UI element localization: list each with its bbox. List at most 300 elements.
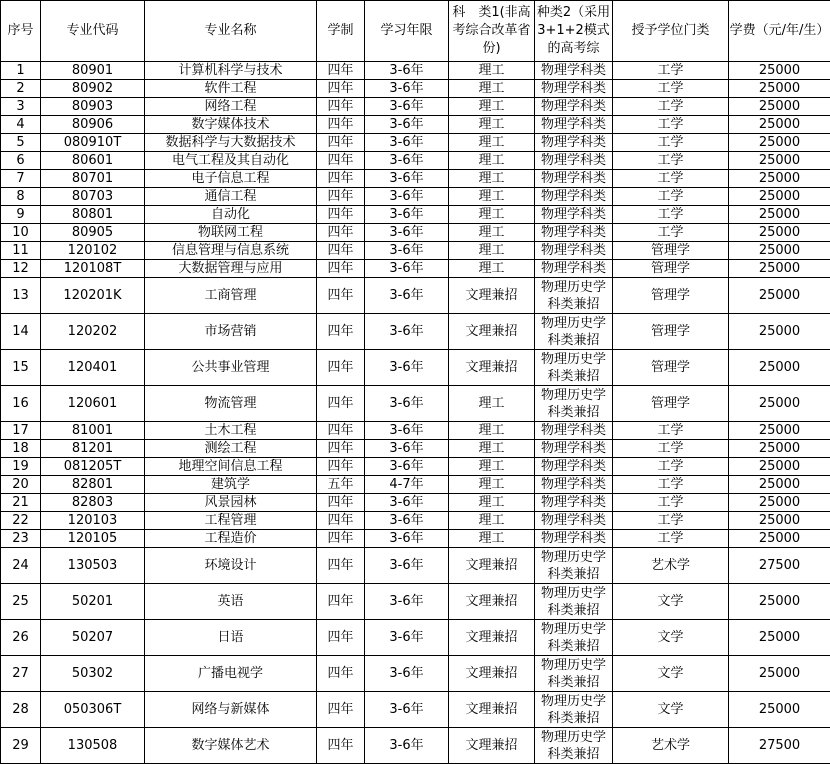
cell-duration: 四年 xyxy=(317,620,365,656)
cell-degree-type: 工学 xyxy=(613,440,729,458)
cell-duration: 四年 xyxy=(317,314,365,350)
cell-study-years: 3-6年 xyxy=(365,98,449,116)
cell-index: 3 xyxy=(1,98,41,116)
cell-category-2: 物理学科类 xyxy=(535,422,613,440)
cell-index: 20 xyxy=(1,476,41,494)
cell-degree-type: 工学 xyxy=(613,512,729,530)
cell-major-name: 风景园林 xyxy=(145,494,317,512)
cell-index: 25 xyxy=(1,584,41,620)
table-row xyxy=(1,98,830,116)
cell-major-name: 自动化 xyxy=(145,206,317,224)
cell-study-years: 3-6年 xyxy=(365,386,449,422)
cell-degree-type: 工学 xyxy=(613,476,729,494)
table-row xyxy=(1,512,830,530)
cell-degree-type: 文学 xyxy=(613,584,729,620)
cell-tuition: 25000 xyxy=(729,350,830,386)
cell-major-name: 工程管理 xyxy=(145,512,317,530)
cell-index: 19 xyxy=(1,458,41,476)
cell-index: 28 xyxy=(1,692,41,728)
cell-index: 9 xyxy=(1,206,41,224)
cell-duration: 四年 xyxy=(317,728,365,764)
cell-degree-type: 工学 xyxy=(613,134,729,152)
cell-category-1: 理工 xyxy=(449,80,535,98)
cell-major-name: 信息管理与信息系统 xyxy=(145,242,317,260)
cell-category-2: 物理学科类 xyxy=(535,476,613,494)
cell-category-2: 物理历史学科类兼招 xyxy=(535,350,613,386)
cell-duration: 四年 xyxy=(317,530,365,548)
cell-major-name: 软件工程 xyxy=(145,80,317,98)
cell-category-1: 文理兼招 xyxy=(449,350,535,386)
cell-degree-type: 文学 xyxy=(613,620,729,656)
cell-duration: 四年 xyxy=(317,62,365,80)
cell-major-name: 市场营销 xyxy=(145,314,317,350)
cell-duration: 四年 xyxy=(317,458,365,476)
cell-category-1: 文理兼招 xyxy=(449,728,535,764)
cell-degree-type: 管理学 xyxy=(613,278,729,314)
cell-category-1: 理工 xyxy=(449,62,535,80)
table-row xyxy=(1,692,830,728)
cell-major-code: 80601 xyxy=(41,152,145,170)
cell-major-code: 120105 xyxy=(41,530,145,548)
cell-tuition: 25000 xyxy=(729,476,830,494)
cell-major-code: 80801 xyxy=(41,206,145,224)
cell-major-name: 日语 xyxy=(145,620,317,656)
cell-category-1: 理工 xyxy=(449,440,535,458)
cell-major-code: 080910T xyxy=(41,134,145,152)
cell-study-years: 3-6年 xyxy=(365,170,449,188)
table-row xyxy=(1,152,830,170)
cell-index: 13 xyxy=(1,278,41,314)
cell-major-code: 130508 xyxy=(41,728,145,764)
cell-tuition: 25000 xyxy=(729,422,830,440)
cell-category-2: 物理学科类 xyxy=(535,80,613,98)
cell-study-years: 3-6年 xyxy=(365,206,449,224)
cell-duration: 四年 xyxy=(317,152,365,170)
cell-category-1: 理工 xyxy=(449,170,535,188)
header-category-2: 种类2（采用3+1+2模式的高考综 xyxy=(535,1,613,62)
cell-category-2: 物理学科类 xyxy=(535,440,613,458)
cell-tuition: 25000 xyxy=(729,620,830,656)
table-row xyxy=(1,548,830,584)
cell-tuition: 25000 xyxy=(729,170,830,188)
cell-major-code: 120401 xyxy=(41,350,145,386)
cell-major-name: 环境设计 xyxy=(145,548,317,584)
table-row xyxy=(1,728,830,764)
cell-category-2: 物理学科类 xyxy=(535,224,613,242)
cell-index: 14 xyxy=(1,314,41,350)
cell-study-years: 3-6年 xyxy=(365,584,449,620)
cell-category-2: 物理学科类 xyxy=(535,152,613,170)
cell-tuition: 25000 xyxy=(729,656,830,692)
header-degree-type: 授予学位门类 xyxy=(613,1,729,62)
cell-degree-type: 文学 xyxy=(613,692,729,728)
cell-duration: 四年 xyxy=(317,422,365,440)
cell-major-code: 81001 xyxy=(41,422,145,440)
cell-category-1: 理工 xyxy=(449,242,535,260)
cell-major-name: 测绘工程 xyxy=(145,440,317,458)
cell-category-2: 物理学科类 xyxy=(535,62,613,80)
cell-major-code: 80703 xyxy=(41,188,145,206)
cell-category-1: 理工 xyxy=(449,494,535,512)
cell-category-2: 物理学科类 xyxy=(535,530,613,548)
cell-index: 16 xyxy=(1,386,41,422)
cell-category-1: 文理兼招 xyxy=(449,692,535,728)
cell-category-1: 理工 xyxy=(449,188,535,206)
cell-degree-type: 工学 xyxy=(613,530,729,548)
cell-major-name: 工程造价 xyxy=(145,530,317,548)
cell-category-2: 物理历史学科类兼招 xyxy=(535,278,613,314)
cell-tuition: 25000 xyxy=(729,314,830,350)
header-major-name: 专业名称 xyxy=(145,1,317,62)
cell-major-name: 土木工程 xyxy=(145,422,317,440)
cell-major-code: 80902 xyxy=(41,80,145,98)
cell-degree-type: 工学 xyxy=(613,170,729,188)
table-row xyxy=(1,476,830,494)
table-row xyxy=(1,170,830,188)
cell-duration: 四年 xyxy=(317,278,365,314)
cell-category-1: 文理兼招 xyxy=(449,548,535,584)
cell-major-code: 081205T xyxy=(41,458,145,476)
header-duration: 学制 xyxy=(317,1,365,62)
cell-major-name: 物流管理 xyxy=(145,386,317,422)
header-tuition: 学费（元/年/生） xyxy=(729,1,830,62)
cell-degree-type: 工学 xyxy=(613,422,729,440)
cell-index: 24 xyxy=(1,548,41,584)
cell-category-1: 理工 xyxy=(449,152,535,170)
cell-study-years: 3-6年 xyxy=(365,134,449,152)
table-row xyxy=(1,494,830,512)
cell-index: 4 xyxy=(1,116,41,134)
cell-category-2: 物理历史学科类兼招 xyxy=(535,386,613,422)
cell-major-code: 120102 xyxy=(41,242,145,260)
cell-category-2: 物理学科类 xyxy=(535,494,613,512)
cell-study-years: 3-6年 xyxy=(365,530,449,548)
table-row xyxy=(1,224,830,242)
header-category-1: 科 类1(非高考综合改革省份) xyxy=(449,1,535,62)
cell-tuition: 25000 xyxy=(729,692,830,728)
cell-category-1: 文理兼招 xyxy=(449,584,535,620)
cell-study-years: 3-6年 xyxy=(365,188,449,206)
cell-duration: 四年 xyxy=(317,260,365,278)
cell-degree-type: 工学 xyxy=(613,224,729,242)
cell-index: 7 xyxy=(1,170,41,188)
cell-duration: 四年 xyxy=(317,512,365,530)
table-row xyxy=(1,620,830,656)
cell-tuition: 25000 xyxy=(729,494,830,512)
cell-major-code: 82803 xyxy=(41,494,145,512)
cell-category-2: 物理历史学科类兼招 xyxy=(535,584,613,620)
cell-degree-type: 艺术学 xyxy=(613,548,729,584)
cell-category-2: 物理历史学科类兼招 xyxy=(535,692,613,728)
cell-category-1: 理工 xyxy=(449,512,535,530)
cell-category-2: 物理历史学科类兼招 xyxy=(535,314,613,350)
cell-category-2: 物理学科类 xyxy=(535,458,613,476)
cell-tuition: 27500 xyxy=(729,728,830,764)
cell-tuition: 25000 xyxy=(729,98,830,116)
cell-major-name: 建筑学 xyxy=(145,476,317,494)
cell-tuition: 27500 xyxy=(729,548,830,584)
cell-major-name: 物联网工程 xyxy=(145,224,317,242)
cell-duration: 四年 xyxy=(317,242,365,260)
cell-major-name: 通信工程 xyxy=(145,188,317,206)
cell-category-2: 物理历史学科类兼招 xyxy=(535,620,613,656)
cell-major-code: 120103 xyxy=(41,512,145,530)
cell-index: 27 xyxy=(1,656,41,692)
cell-major-code: 130503 xyxy=(41,548,145,584)
cell-category-1: 文理兼招 xyxy=(449,278,535,314)
table-row xyxy=(1,116,830,134)
cell-major-code: 80906 xyxy=(41,116,145,134)
cell-index: 26 xyxy=(1,620,41,656)
cell-category-2: 物理学科类 xyxy=(535,116,613,134)
cell-index: 21 xyxy=(1,494,41,512)
cell-study-years: 3-6年 xyxy=(365,548,449,584)
cell-major-name: 广播电视学 xyxy=(145,656,317,692)
cell-study-years: 3-6年 xyxy=(365,422,449,440)
header-study-years: 学习年限 xyxy=(365,1,449,62)
cell-major-code: 80701 xyxy=(41,170,145,188)
cell-duration: 四年 xyxy=(317,80,365,98)
cell-category-1: 理工 xyxy=(449,224,535,242)
cell-duration: 四年 xyxy=(317,188,365,206)
cell-tuition: 25000 xyxy=(729,206,830,224)
cell-study-years: 3-6年 xyxy=(365,440,449,458)
cell-duration: 四年 xyxy=(317,206,365,224)
cell-major-code: 80903 xyxy=(41,98,145,116)
cell-category-1: 理工 xyxy=(449,206,535,224)
cell-degree-type: 工学 xyxy=(613,152,729,170)
cell-tuition: 25000 xyxy=(729,242,830,260)
cell-major-code: 120108T xyxy=(41,260,145,278)
table-row xyxy=(1,422,830,440)
cell-degree-type: 文学 xyxy=(613,656,729,692)
cell-major-code: 50302 xyxy=(41,656,145,692)
cell-major-code: 120202 xyxy=(41,314,145,350)
table-row xyxy=(1,458,830,476)
cell-major-name: 英语 xyxy=(145,584,317,620)
cell-duration: 四年 xyxy=(317,350,365,386)
cell-major-name: 网络工程 xyxy=(145,98,317,116)
cell-category-2: 物理学科类 xyxy=(535,188,613,206)
cell-index: 22 xyxy=(1,512,41,530)
cell-study-years: 3-6年 xyxy=(365,728,449,764)
cell-degree-type: 工学 xyxy=(613,98,729,116)
cell-major-name: 工商管理 xyxy=(145,278,317,314)
table-row xyxy=(1,440,830,458)
cell-degree-type: 工学 xyxy=(613,80,729,98)
cell-duration: 四年 xyxy=(317,494,365,512)
cell-index: 5 xyxy=(1,134,41,152)
cell-duration: 四年 xyxy=(317,656,365,692)
cell-major-name: 数字媒体艺术 xyxy=(145,728,317,764)
cell-tuition: 25000 xyxy=(729,278,830,314)
cell-degree-type: 工学 xyxy=(613,494,729,512)
cell-major-name: 公共事业管理 xyxy=(145,350,317,386)
table-row xyxy=(1,206,830,224)
cell-duration: 四年 xyxy=(317,116,365,134)
cell-category-1: 理工 xyxy=(449,98,535,116)
cell-category-1: 理工 xyxy=(449,422,535,440)
cell-study-years: 3-6年 xyxy=(365,224,449,242)
cell-tuition: 25000 xyxy=(729,62,830,80)
cell-duration: 四年 xyxy=(317,170,365,188)
cell-degree-type: 管理学 xyxy=(613,242,729,260)
cell-degree-type: 工学 xyxy=(613,188,729,206)
cell-major-name: 地理空间信息工程 xyxy=(145,458,317,476)
table-row xyxy=(1,188,830,206)
cell-index: 11 xyxy=(1,242,41,260)
cell-major-name: 计算机科学与技术 xyxy=(145,62,317,80)
cell-study-years: 3-6年 xyxy=(365,692,449,728)
cell-index: 23 xyxy=(1,530,41,548)
cell-tuition: 25000 xyxy=(729,134,830,152)
cell-major-code: 82801 xyxy=(41,476,145,494)
table-row xyxy=(1,80,830,98)
cell-category-2: 物理历史学科类兼招 xyxy=(535,728,613,764)
cell-major-code: 80905 xyxy=(41,224,145,242)
cell-study-years: 3-6年 xyxy=(365,494,449,512)
cell-duration: 四年 xyxy=(317,386,365,422)
table-row xyxy=(1,530,830,548)
cell-category-1: 理工 xyxy=(449,476,535,494)
cell-major-code: 50201 xyxy=(41,584,145,620)
cell-study-years: 3-6年 xyxy=(365,314,449,350)
cell-tuition: 25000 xyxy=(729,386,830,422)
cell-index: 6 xyxy=(1,152,41,170)
cell-degree-type: 管理学 xyxy=(613,314,729,350)
cell-tuition: 25000 xyxy=(729,458,830,476)
cell-index: 18 xyxy=(1,440,41,458)
cell-degree-type: 工学 xyxy=(613,62,729,80)
cell-tuition: 25000 xyxy=(729,224,830,242)
cell-degree-type: 工学 xyxy=(613,206,729,224)
cell-degree-type: 管理学 xyxy=(613,350,729,386)
cell-study-years: 3-6年 xyxy=(365,80,449,98)
cell-duration: 四年 xyxy=(317,548,365,584)
table-row xyxy=(1,134,830,152)
cell-category-2: 物理学科类 xyxy=(535,242,613,260)
cell-duration: 四年 xyxy=(317,134,365,152)
cell-category-1: 理工 xyxy=(449,134,535,152)
cell-index: 17 xyxy=(1,422,41,440)
cell-category-2: 物理学科类 xyxy=(535,512,613,530)
cell-tuition: 25000 xyxy=(729,260,830,278)
cell-major-code: 50207 xyxy=(41,620,145,656)
table-row xyxy=(1,62,830,80)
cell-study-years: 3-6年 xyxy=(365,458,449,476)
table-row xyxy=(1,350,830,386)
cell-category-2: 物理历史学科类兼招 xyxy=(535,656,613,692)
header-row xyxy=(1,1,830,62)
cell-category-2: 物理历史学科类兼招 xyxy=(535,548,613,584)
header-index: 序号 xyxy=(1,1,41,62)
table-row xyxy=(1,314,830,350)
table-row xyxy=(1,656,830,692)
cell-study-years: 3-6年 xyxy=(365,620,449,656)
cell-index: 29 xyxy=(1,728,41,764)
cell-study-years: 3-6年 xyxy=(365,512,449,530)
cell-study-years: 3-6年 xyxy=(365,656,449,692)
cell-category-1: 文理兼招 xyxy=(449,656,535,692)
cell-study-years: 3-6年 xyxy=(365,116,449,134)
cell-duration: 四年 xyxy=(317,98,365,116)
cell-category-2: 物理学科类 xyxy=(535,206,613,224)
cell-major-name: 大数据管理与应用 xyxy=(145,260,317,278)
cell-category-1: 文理兼招 xyxy=(449,314,535,350)
cell-duration: 五年 xyxy=(317,476,365,494)
cell-duration: 四年 xyxy=(317,692,365,728)
table-row xyxy=(1,260,830,278)
cell-study-years: 3-6年 xyxy=(365,350,449,386)
cell-study-years: 3-6年 xyxy=(365,152,449,170)
cell-major-name: 电子信息工程 xyxy=(145,170,317,188)
cell-category-1: 理工 xyxy=(449,458,535,476)
cell-index: 15 xyxy=(1,350,41,386)
cell-major-name: 网络与新媒体 xyxy=(145,692,317,728)
cell-study-years: 3-6年 xyxy=(365,260,449,278)
cell-major-name: 数字媒体技术 xyxy=(145,116,317,134)
cell-major-name: 电气工程及其自动化 xyxy=(145,152,317,170)
cell-category-1: 文理兼招 xyxy=(449,620,535,656)
cell-major-code: 050306T xyxy=(41,692,145,728)
cell-tuition: 25000 xyxy=(729,116,830,134)
cell-index: 12 xyxy=(1,260,41,278)
cell-tuition: 25000 xyxy=(729,512,830,530)
cell-category-1: 理工 xyxy=(449,386,535,422)
cell-major-code: 80901 xyxy=(41,62,145,80)
cell-degree-type: 管理学 xyxy=(613,260,729,278)
table-row xyxy=(1,386,830,422)
cell-tuition: 25000 xyxy=(729,152,830,170)
cell-category-2: 物理学科类 xyxy=(535,170,613,188)
cell-major-code: 81201 xyxy=(41,440,145,458)
cell-tuition: 25000 xyxy=(729,188,830,206)
table-row xyxy=(1,584,830,620)
cell-study-years: 3-6年 xyxy=(365,242,449,260)
cell-degree-type: 艺术学 xyxy=(613,728,729,764)
cell-category-1: 理工 xyxy=(449,116,535,134)
cell-study-years: 4-7年 xyxy=(365,476,449,494)
cell-category-2: 物理学科类 xyxy=(535,134,613,152)
header-major-code: 专业代码 xyxy=(41,1,145,62)
cell-index: 2 xyxy=(1,80,41,98)
cell-category-1: 理工 xyxy=(449,260,535,278)
cell-index: 1 xyxy=(1,62,41,80)
cell-tuition: 25000 xyxy=(729,530,830,548)
cell-study-years: 3-6年 xyxy=(365,278,449,314)
table-row xyxy=(1,242,830,260)
cell-category-1: 理工 xyxy=(449,530,535,548)
cell-category-2: 物理学科类 xyxy=(535,260,613,278)
cell-degree-type: 管理学 xyxy=(613,386,729,422)
cell-category-2: 物理学科类 xyxy=(535,98,613,116)
cell-tuition: 25000 xyxy=(729,584,830,620)
cell-duration: 四年 xyxy=(317,584,365,620)
cell-major-code: 120201K xyxy=(41,278,145,314)
cell-tuition: 25000 xyxy=(729,80,830,98)
cell-index: 10 xyxy=(1,224,41,242)
cell-tuition: 25000 xyxy=(729,440,830,458)
cell-degree-type: 工学 xyxy=(613,116,729,134)
cell-duration: 四年 xyxy=(317,440,365,458)
cell-major-name: 数据科学与大数据技术 xyxy=(145,134,317,152)
cell-degree-type: 工学 xyxy=(613,458,729,476)
cell-study-years: 3-6年 xyxy=(365,62,449,80)
table-row xyxy=(1,278,830,314)
cell-major-code: 120601 xyxy=(41,386,145,422)
cell-duration: 四年 xyxy=(317,224,365,242)
cell-index: 8 xyxy=(1,188,41,206)
